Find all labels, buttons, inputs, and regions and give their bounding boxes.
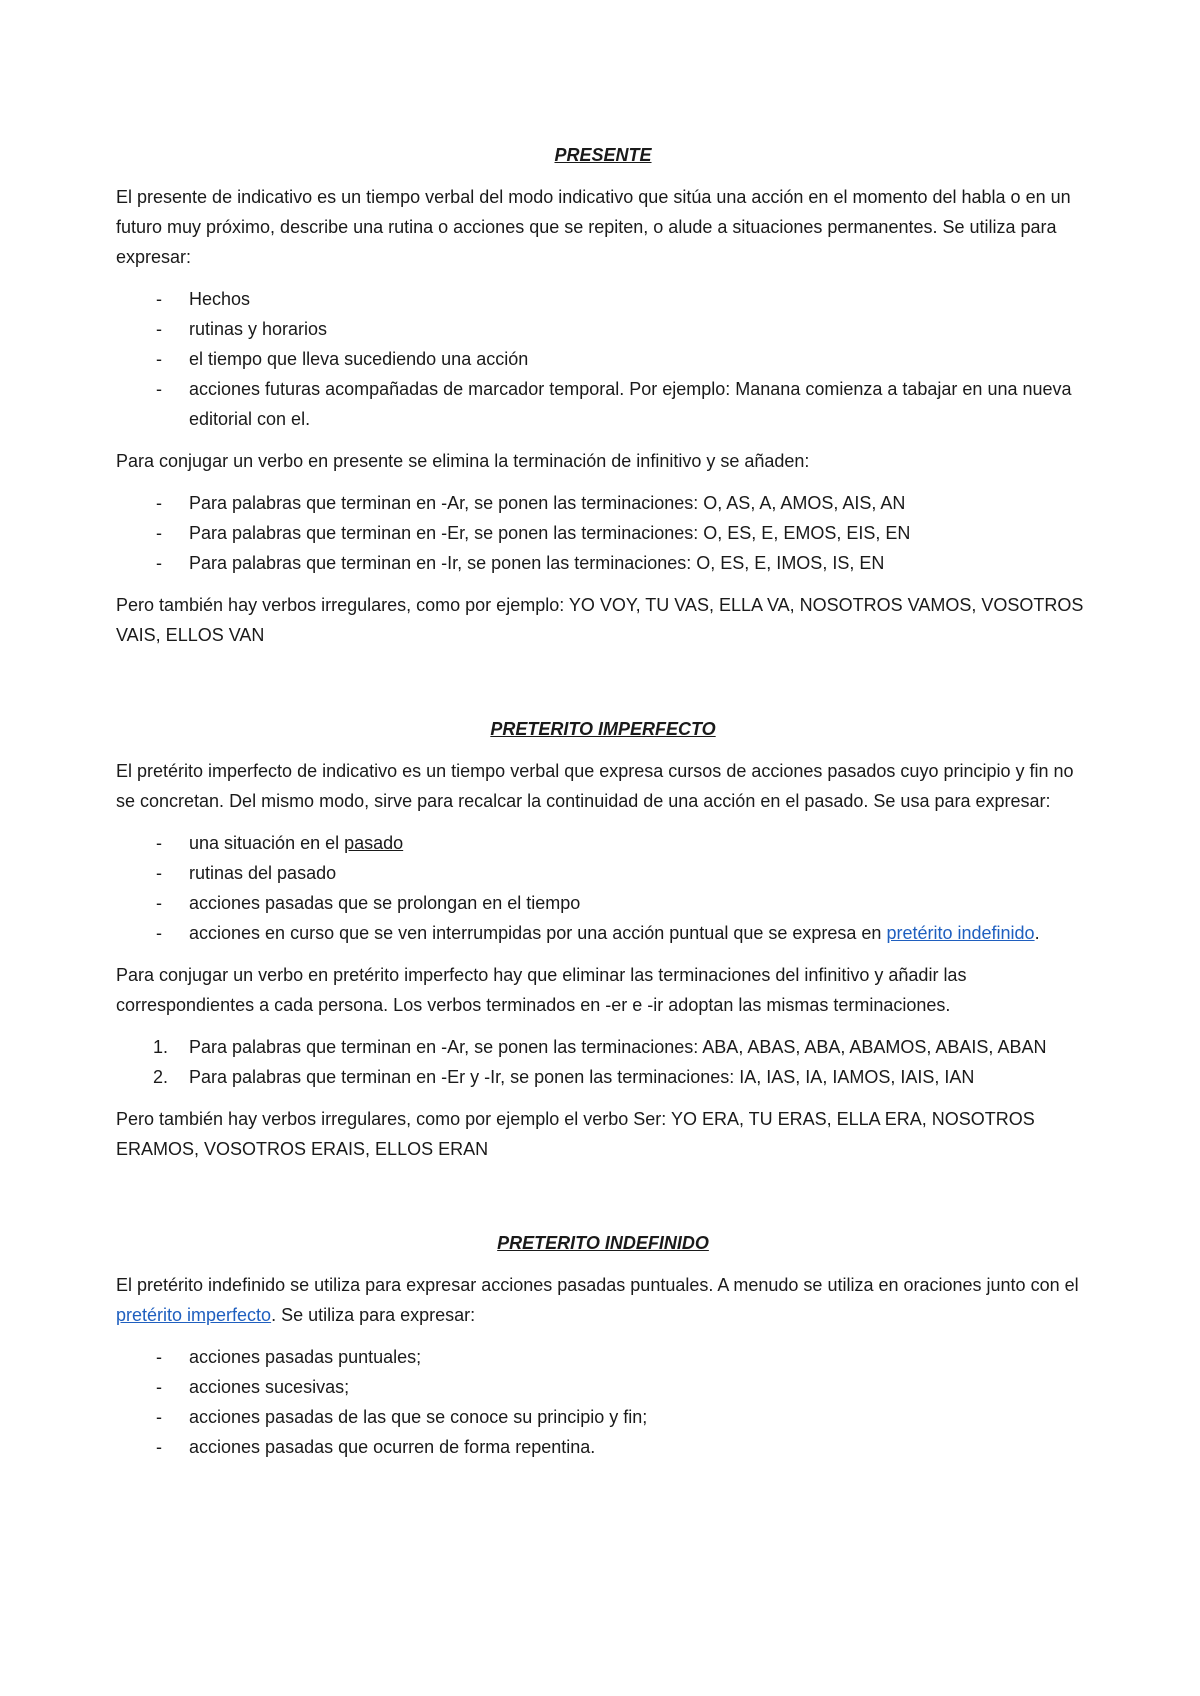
preterito-imperfecto-link[interactable]: pretérito imperfecto <box>116 1305 272 1325</box>
bullet-dash: - <box>156 289 162 309</box>
bullet-dash: - <box>156 319 162 339</box>
list-item: - acciones en curso que se ven interrumpidas por una acción puntual que se expresa en pretérito indefinido. <box>116 918 1090 948</box>
imperfecto-conjugation-intro: Para conjugar un verbo en pretérito imperfecto hay que eliminar las terminaciones del infinitivo y añadir las correspondientes a cada persona. Los verbos terminados en -er e -ir adoptan las mismas terminaciones. <box>116 965 967 1015</box>
indefinido-uses-list <box>116 1342 1090 1462</box>
list-item: 2. Para palabras que terminan en -Er y -Ir, se ponen las terminaciones: IA, IAS, IA, IAMOS, IAIS, IAN <box>116 1062 1090 1092</box>
list-item: - acciones pasadas que se prolongan en el tiempo <box>116 888 1090 918</box>
list-item: - acciones sucesivas; <box>116 1372 1090 1402</box>
list-item: - Para palabras que terminan en -Er, se ponen las terminaciones: O, ES, E, EMOS, EIS, EN <box>116 518 1090 548</box>
preterito-indefinido-link[interactable]: pretérito indefinido <box>886 923 1035 943</box>
imperfecto-uses-list <box>116 828 1090 948</box>
presente-intro: El presente de indicativo es un tiempo verbal del modo indicativo que sitúa una acción en el momento del habla o en un futuro muy próximo, describe una rutina o acciones que se repiten, o alude a situaciones permanentes. Se utiliza para expresar: <box>116 187 1071 267</box>
underlined-word: pasado <box>344 833 404 853</box>
presente-irregular: Pero también hay verbos irregulares, como por ejemplo: YO VOY, TU VAS, ELLA VA, NOSOTROS VAMOS, VOSOTROS VAIS, ELLOS VAN <box>116 595 1084 645</box>
list-item: - una situación en el pasado <box>116 828 1090 858</box>
bullet-dash: - <box>156 349 162 369</box>
list-item: - acciones pasadas de las que se conoce su principio y fin; <box>116 1402 1090 1432</box>
presente-uses-list <box>116 284 1090 434</box>
bullet-dash: - <box>156 1377 162 1397</box>
section-title-indefinido: PRETERITO INDEFINIDO <box>497 1233 709 1253</box>
list-item: - Para palabras que terminan en -Ir, se ponen las terminaciones: O, ES, E, IMOS, IS, EN <box>116 548 1090 578</box>
list-item: - el tiempo que lleva sucediendo una acción <box>116 344 1090 374</box>
bullet-dash: - <box>156 523 162 543</box>
bullet-dash: - <box>156 379 162 399</box>
list-item: - acciones futuras acompañadas de marcador temporal. Por ejemplo: Manana comienza a tabajar en una nueva editorial con el. <box>116 374 1090 434</box>
bullet-dash: - <box>156 1407 162 1427</box>
bullet-dash: - <box>156 553 162 573</box>
list-item: - Hechos <box>116 284 1090 314</box>
section-spacer <box>116 662 1090 714</box>
bullet-dash: - <box>156 893 162 913</box>
bullet-dash: - <box>156 493 162 513</box>
list-item: 1. Para palabras que terminan en -Ar, se ponen las terminaciones: ABA, ABAS, ABA, ABAMOS, ABAIS, ABAN <box>116 1032 1090 1062</box>
indefinido-intro: El pretérito indefinido se utiliza para expresar acciones pasadas puntuales. A menudo se utiliza en oraciones junto con el pretérito imperfecto. Se utiliza para expresar: <box>116 1275 1079 1325</box>
section-title-presente: PRESENTE <box>554 145 652 165</box>
imperfecto-intro: El pretérito imperfecto de indicativo es un tiempo verbal que expresa cursos de acciones pasados cuyo principio y fin no se concretan. Del mismo modo, sirve para recalcar la continuidad de una acción en el pasado. Se usa para expresar: <box>116 761 1074 811</box>
section-title-imperfecto: PRETERITO IMPERFECTO <box>490 719 716 739</box>
list-item: - rutinas del pasado <box>116 858 1090 888</box>
list-item: - acciones pasadas puntuales; <box>116 1342 1090 1372</box>
list-item: - Para palabras que terminan en -Ar, se ponen las terminaciones: O, AS, A, AMOS, AIS, AN <box>116 488 1090 518</box>
list-item: - rutinas y horarios <box>116 314 1090 344</box>
bullet-dash: - <box>156 833 162 853</box>
section-spacer <box>116 1176 1090 1228</box>
bullet-dash: - <box>156 1437 162 1457</box>
list-number: 2. <box>153 1067 169 1087</box>
presente-endings-list <box>116 488 1090 578</box>
presente-conjugation-intro: Para conjugar un verbo en presente se elimina la terminación de infinitivo y se añaden: <box>116 451 810 471</box>
bullet-dash: - <box>156 923 162 943</box>
bullet-dash: - <box>156 1347 162 1367</box>
list-number: 1. <box>153 1037 169 1057</box>
imperfecto-endings-list <box>116 1032 1090 1092</box>
imperfecto-irregular: Pero también hay verbos irregulares, como por ejemplo el verbo Ser: YO ERA, TU ERAS, ELLA ERA, NOSOTROS ERAMOS, VOSOTROS ERAIS, ELLOS ERAN <box>116 1109 1035 1159</box>
list-item: - acciones pasadas que ocurren de forma repentina. <box>116 1432 1090 1462</box>
bullet-dash: - <box>156 863 162 883</box>
